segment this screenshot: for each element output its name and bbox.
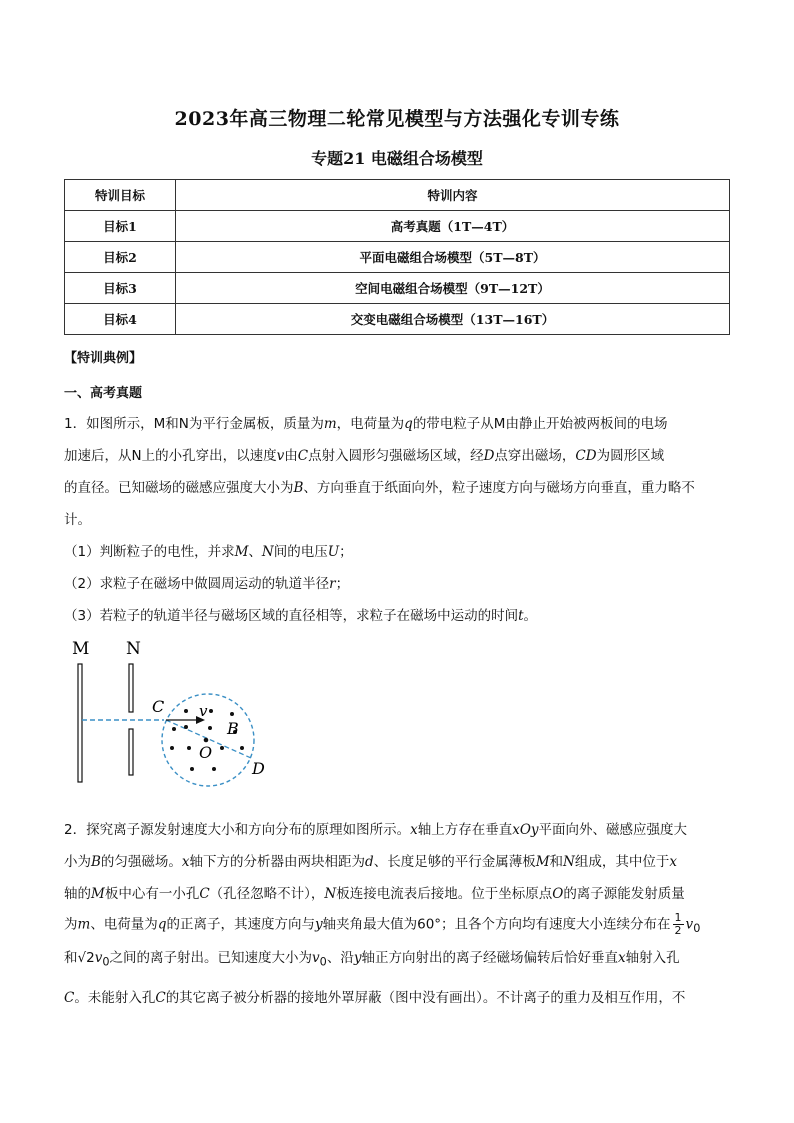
table-cell: 目标3 xyxy=(65,273,176,304)
table-cell: 高考真题（1T—4T） xyxy=(176,211,730,242)
table-cell: 交变电磁组合场模型（13T—16T） xyxy=(176,304,730,335)
fraction-one-half: $\frac{1}{2}$ xyxy=(674,911,682,937)
field-dot xyxy=(240,746,244,750)
field-dot xyxy=(209,709,213,713)
training-goals-table xyxy=(64,179,730,335)
field-dot xyxy=(190,767,194,771)
q2-line-1: 2．探究离子源发射速度大小和方向分布的原理如图所示。x轴上方存在垂直xOy平面向外、磁感应强度大 xyxy=(64,822,688,838)
section-heading-examples: 【特训典例】 xyxy=(64,351,143,366)
q1-subquestion-3: （3）若粒子的轨道半径与磁场区域的直径相等，求粒子在磁场中运动的时间t。 xyxy=(64,608,538,624)
field-dot xyxy=(212,767,216,771)
q1-line-4: 计。 xyxy=(64,512,91,528)
figure-label-B: B xyxy=(227,719,239,738)
field-dot xyxy=(187,746,191,750)
q2-line-3: 轴的M板中心有一小孔C（孔径忽略不计），N板连接电流表后接地。位于坐标原点O的离子源能发射质量 xyxy=(64,886,685,902)
figure-label-v: v xyxy=(199,702,208,720)
q2-line-6: C。未能射入孔C的其它离子被分析器的接地外罩屏蔽（图中没有画出）。不计离子的重力及相互作用，不 xyxy=(64,990,686,1006)
document-title: 2023年高三物理二轮常见模型与方法强化专训专练 xyxy=(174,108,620,130)
figure-label-M: M xyxy=(72,639,90,659)
table-cell: 目标1 xyxy=(65,211,176,242)
plate-N-upper xyxy=(129,664,133,712)
field-dot xyxy=(184,709,188,713)
field-dot xyxy=(170,746,174,750)
table-cell: 目标2 xyxy=(65,242,176,273)
table-cell: 空间电磁组合场模型（9T—12T） xyxy=(176,273,730,304)
table-header-cell: 特训目标 xyxy=(65,180,176,211)
table-row xyxy=(65,304,730,335)
table-row xyxy=(65,273,730,304)
figure-label-N: N xyxy=(126,639,141,659)
q1-subquestion-2: （2）求粒子在磁场中做圆周运动的轨道半径r； xyxy=(64,576,350,592)
q2-line-2: 小为B的匀强磁场。x轴下方的分析器由两块相距为d、长度足够的平行金属薄板M和N组成，其中位于x xyxy=(64,854,677,870)
table-header-row xyxy=(65,180,730,211)
figure-label-D: D xyxy=(252,759,265,778)
q1-subquestion-1: （1）判断粒子的电性，并求M、N间的电压U； xyxy=(64,544,353,560)
field-dot xyxy=(184,725,188,729)
plate-N-lower xyxy=(129,729,133,775)
field-dot xyxy=(220,746,224,750)
magnetic-field-figure xyxy=(64,634,284,790)
table-header-cell: 特训内容 xyxy=(176,180,730,211)
table-cell: 目标4 xyxy=(65,304,176,335)
q1-line-2: 加速后，从N上的小孔穿出，以速度v由C点射入圆形匀强磁场区域，经D点穿出磁场，CD为圆形区域 xyxy=(64,448,665,464)
q1-line-3: 的直径。已知磁场的磁感应强度大小为B、方向垂直于纸面向外，粒子速度方向与磁场方向垂直，重力略不 xyxy=(64,480,695,496)
q1-line-1: 1．如图所示，M和N为平行金属板，质量为m，电荷量为q的带电粒子从M由静止开始被两板间的电场 xyxy=(64,416,668,432)
table-row xyxy=(65,211,730,242)
field-dot xyxy=(172,727,176,731)
table-cell: 平面电磁组合场模型（5T—8T） xyxy=(176,242,730,273)
q2-line-5: 和$√2v_0$之间的离子射出。已知速度大小为$v_0$、沿y轴正方向射出的离子经磁场偏转后恰好垂直x轴射入孔 xyxy=(64,950,680,969)
center-point-O xyxy=(204,738,209,743)
plate-M xyxy=(78,664,82,782)
q2-line-4: 为m、电荷量为q的正离子，其速度方向与y轴夹角最大值为60°；且各个方向均有速度大小连续分布在 $\frac{1}{2}$ $v_0$ xyxy=(64,911,701,937)
figure-label-C: C xyxy=(152,697,165,716)
section-heading-part1: 一、高考真题 xyxy=(64,386,143,401)
table-row xyxy=(65,242,730,273)
field-dot xyxy=(208,726,212,730)
document-subtitle: 专题21 电磁组合场模型 xyxy=(311,149,483,168)
field-dot xyxy=(230,712,234,716)
figure-label-O: O xyxy=(199,743,213,762)
